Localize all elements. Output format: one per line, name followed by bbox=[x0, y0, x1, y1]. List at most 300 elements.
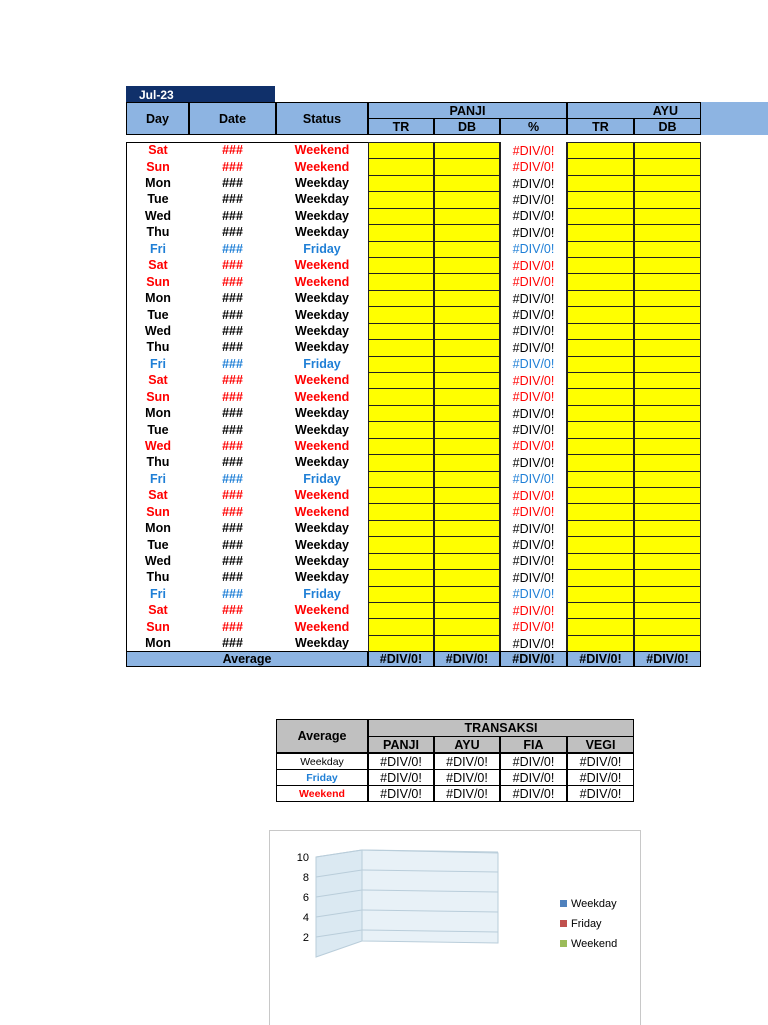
header-status: Status bbox=[276, 102, 368, 135]
row-status[interactable]: Weekend bbox=[294, 143, 350, 158]
row-status[interactable]: Weekday bbox=[295, 225, 349, 240]
summary-col-header: FIA bbox=[500, 736, 567, 753]
ayu-db-input[interactable] bbox=[634, 142, 701, 159]
panji-tr-input[interactable] bbox=[368, 356, 434, 373]
row-date[interactable]: ### bbox=[222, 241, 243, 256]
row-status[interactable]: Friday bbox=[303, 356, 341, 371]
row-date[interactable]: ### bbox=[222, 159, 243, 174]
ayu-db-input[interactable] bbox=[634, 438, 701, 455]
panji-tr-input[interactable] bbox=[368, 257, 434, 274]
panji-db-input[interactable] bbox=[434, 191, 500, 208]
ayu-db-input[interactable] bbox=[634, 158, 701, 175]
panji-db-input[interactable] bbox=[434, 586, 500, 603]
panji-pct-value[interactable]: #DIV/0! bbox=[500, 290, 567, 307]
panji-pct-value[interactable]: #DIV/0! bbox=[500, 372, 567, 389]
panji-tr-input[interactable] bbox=[368, 487, 434, 504]
ayu-tr-input[interactable] bbox=[567, 487, 634, 504]
row-status[interactable]: Friday bbox=[303, 586, 341, 601]
ayu-tr-input[interactable] bbox=[567, 175, 634, 192]
row-date[interactable]: ### bbox=[222, 603, 243, 618]
row-status[interactable]: Weekday bbox=[295, 455, 349, 470]
panji-db-input[interactable] bbox=[434, 158, 500, 175]
average-label: Average bbox=[126, 651, 368, 667]
ayu-tr-input[interactable] bbox=[567, 503, 634, 520]
ayu-db-input[interactable] bbox=[634, 487, 701, 504]
row-date[interactable]: ### bbox=[222, 340, 243, 355]
row-day[interactable]: Tue bbox=[126, 306, 189, 322]
row-day[interactable]: Thu bbox=[126, 454, 189, 470]
ayu-tr-input[interactable] bbox=[567, 273, 634, 290]
panji-tr-input[interactable] bbox=[368, 602, 434, 619]
panji-pct-value[interactable]: #DIV/0! bbox=[500, 586, 567, 603]
row-day[interactable]: Mon bbox=[126, 520, 189, 536]
panji-db-input[interactable] bbox=[434, 553, 500, 570]
panji-tr-input[interactable] bbox=[368, 175, 434, 192]
summary-corner-label: Average bbox=[276, 719, 368, 753]
ayu-db-input[interactable] bbox=[634, 290, 701, 307]
panji-pct-value[interactable]: #DIV/0! bbox=[500, 438, 567, 455]
ayu-db-input[interactable] bbox=[634, 224, 701, 241]
chart-area[interactable] bbox=[269, 830, 641, 1025]
row-day[interactable]: Sat bbox=[126, 602, 189, 618]
panji-tr-input[interactable] bbox=[368, 388, 434, 405]
ayu-tr-input[interactable] bbox=[567, 224, 634, 241]
panji-tr-input[interactable] bbox=[368, 290, 434, 307]
panji-tr-input[interactable] bbox=[368, 520, 434, 537]
row-day[interactable]: Wed bbox=[126, 553, 189, 569]
row-day[interactable]: Fri bbox=[126, 241, 189, 257]
summary-value: #DIV/0! bbox=[434, 785, 500, 802]
row-status[interactable]: Weekend bbox=[294, 603, 350, 618]
row-status[interactable]: Weekday bbox=[295, 307, 349, 322]
ayu-db-input[interactable] bbox=[634, 618, 701, 635]
panji-tr-input[interactable] bbox=[368, 241, 434, 258]
row-day[interactable]: Fri bbox=[126, 471, 189, 487]
panji-db-input[interactable] bbox=[434, 290, 500, 307]
ayu-tr-input[interactable] bbox=[567, 208, 634, 225]
row-day[interactable]: Tue bbox=[126, 536, 189, 552]
ayu-tr-input[interactable] bbox=[567, 421, 634, 438]
chart-legend-swatch bbox=[560, 900, 567, 907]
panji-pct-value[interactable]: #DIV/0! bbox=[500, 421, 567, 438]
row-day[interactable]: Mon bbox=[126, 175, 189, 191]
summary-value: #DIV/0! bbox=[500, 753, 567, 770]
ayu-db-input[interactable] bbox=[634, 520, 701, 537]
panji-db-input[interactable] bbox=[434, 273, 500, 290]
row-status[interactable]: Weekend bbox=[294, 438, 350, 453]
panji-db-input[interactable] bbox=[434, 224, 500, 241]
panji-pct-value[interactable]: #DIV/0! bbox=[500, 569, 567, 586]
ayu-tr-input[interactable] bbox=[567, 520, 634, 537]
row-day[interactable]: Thu bbox=[126, 339, 189, 355]
row-date[interactable]: ### bbox=[222, 636, 243, 651]
panji-tr-input[interactable] bbox=[368, 421, 434, 438]
panji-pct-value[interactable]: #DIV/0! bbox=[500, 454, 567, 471]
chart-legend-label: Weekday bbox=[571, 898, 617, 910]
row-date[interactable]: ### bbox=[222, 356, 243, 371]
header-day: Day bbox=[126, 102, 189, 135]
panji-tr-input[interactable] bbox=[368, 635, 434, 652]
panji-db-input[interactable] bbox=[434, 471, 500, 488]
row-date[interactable]: ### bbox=[222, 406, 243, 421]
average-value: #DIV/0! bbox=[500, 651, 567, 667]
row-day[interactable]: Sun bbox=[126, 273, 189, 289]
panji-db-input[interactable] bbox=[434, 503, 500, 520]
row-status[interactable]: Weekday bbox=[295, 176, 349, 191]
panji-pct-value[interactable]: #DIV/0! bbox=[500, 503, 567, 520]
panji-tr-input[interactable] bbox=[368, 454, 434, 471]
row-status[interactable]: Weekend bbox=[294, 619, 350, 634]
average-value: #DIV/0! bbox=[434, 651, 500, 667]
panji-pct-value[interactable]: #DIV/0! bbox=[500, 323, 567, 340]
panji-tr-input[interactable] bbox=[368, 224, 434, 241]
panji-tr-input[interactable] bbox=[368, 273, 434, 290]
ayu-db-input[interactable] bbox=[634, 471, 701, 488]
row-status[interactable]: Weekday bbox=[295, 192, 349, 207]
row-status[interactable]: Weekday bbox=[295, 553, 349, 568]
ayu-db-input[interactable] bbox=[634, 405, 701, 422]
row-day[interactable]: Wed bbox=[126, 323, 189, 339]
ayu-db-input[interactable] bbox=[634, 208, 701, 225]
panji-tr-input[interactable] bbox=[368, 405, 434, 422]
row-status[interactable]: Weekend bbox=[294, 389, 350, 404]
header-panji: PANJI bbox=[368, 102, 567, 119]
ayu-db-input[interactable] bbox=[634, 503, 701, 520]
summary-value: #DIV/0! bbox=[368, 753, 434, 770]
row-day[interactable]: Sun bbox=[126, 618, 189, 634]
panji-tr-input[interactable] bbox=[368, 323, 434, 340]
row-date[interactable]: ### bbox=[222, 455, 243, 470]
panji-pct-value[interactable]: #DIV/0! bbox=[500, 191, 567, 208]
row-date[interactable]: ### bbox=[222, 176, 243, 191]
summary-col-header: PANJI bbox=[368, 736, 434, 753]
panji-tr-input[interactable] bbox=[368, 208, 434, 225]
row-status[interactable]: Weekday bbox=[295, 340, 349, 355]
panji-db-input[interactable] bbox=[434, 405, 500, 422]
ayu-tr-input[interactable] bbox=[567, 241, 634, 258]
summary-group-label: TRANSAKSI bbox=[368, 719, 634, 737]
ayu-tr-input[interactable] bbox=[567, 602, 634, 619]
panji-pct-value[interactable]: #DIV/0! bbox=[500, 405, 567, 422]
row-day[interactable]: Tue bbox=[126, 191, 189, 207]
ayu-db-input[interactable] bbox=[634, 454, 701, 471]
ayu-db-input[interactable] bbox=[634, 306, 701, 323]
ayu-tr-input[interactable] bbox=[567, 290, 634, 307]
panji-db-input[interactable] bbox=[434, 536, 500, 553]
panji-db-input[interactable] bbox=[434, 569, 500, 586]
ayu-db-input[interactable] bbox=[634, 586, 701, 603]
panji-tr-input[interactable] bbox=[368, 553, 434, 570]
ayu-db-input[interactable] bbox=[634, 323, 701, 340]
panji-tr-input[interactable] bbox=[368, 339, 434, 356]
ayu-tr-input[interactable] bbox=[567, 158, 634, 175]
ayu-db-input[interactable] bbox=[634, 175, 701, 192]
row-status[interactable]: Friday bbox=[303, 241, 341, 256]
ayu-db-input[interactable] bbox=[634, 388, 701, 405]
panji-db-input[interactable] bbox=[434, 454, 500, 471]
row-status[interactable]: Weekday bbox=[295, 422, 349, 437]
summary-col-header: AYU bbox=[434, 736, 500, 753]
ayu-tr-input[interactable] bbox=[567, 553, 634, 570]
panji-tr-input[interactable] bbox=[368, 471, 434, 488]
panji-pct-value[interactable]: #DIV/0! bbox=[500, 142, 567, 159]
panji-pct-value[interactable]: #DIV/0! bbox=[500, 224, 567, 241]
panji-db-input[interactable] bbox=[434, 241, 500, 258]
row-status[interactable]: Weekday bbox=[295, 406, 349, 421]
ayu-db-input[interactable] bbox=[634, 569, 701, 586]
row-day[interactable]: Mon bbox=[126, 405, 189, 421]
chart-back-wall bbox=[362, 850, 498, 943]
row-day[interactable]: Mon bbox=[126, 635, 189, 651]
ayu-db-input[interactable] bbox=[634, 635, 701, 652]
panji-pct-value[interactable]: #DIV/0! bbox=[500, 602, 567, 619]
ayu-tr-input[interactable] bbox=[567, 586, 634, 603]
row-status[interactable]: Weekday bbox=[295, 537, 349, 552]
row-date[interactable]: ### bbox=[222, 438, 243, 453]
row-day[interactable]: Sun bbox=[126, 503, 189, 519]
row-status[interactable]: Weekday bbox=[295, 323, 349, 338]
summary-value: #DIV/0! bbox=[500, 769, 567, 786]
row-date[interactable]: ### bbox=[222, 208, 243, 223]
panji-pct-value[interactable]: #DIV/0! bbox=[500, 241, 567, 258]
row-status[interactable]: Weekend bbox=[294, 504, 350, 519]
panji-db-input[interactable] bbox=[434, 421, 500, 438]
row-date[interactable]: ### bbox=[222, 537, 243, 552]
row-date[interactable]: ### bbox=[222, 307, 243, 322]
row-date[interactable]: ### bbox=[222, 323, 243, 338]
ayu-tr-input[interactable] bbox=[567, 569, 634, 586]
ayu-tr-input[interactable] bbox=[567, 356, 634, 373]
row-status[interactable]: Weekday bbox=[295, 570, 349, 585]
panji-db-input[interactable] bbox=[434, 520, 500, 537]
row-day[interactable]: Fri bbox=[126, 356, 189, 372]
panji-pct-value[interactable]: #DIV/0! bbox=[500, 306, 567, 323]
row-day[interactable]: Sun bbox=[126, 158, 189, 174]
ayu-tr-input[interactable] bbox=[567, 438, 634, 455]
panji-db-input[interactable] bbox=[434, 388, 500, 405]
row-date[interactable]: ### bbox=[222, 488, 243, 503]
summary-row-label: Friday bbox=[276, 769, 368, 786]
ayu-db-input[interactable] bbox=[634, 339, 701, 356]
ayu-tr-input[interactable] bbox=[567, 142, 634, 159]
ayu-tr-input[interactable] bbox=[567, 388, 634, 405]
panji-tr-input[interactable] bbox=[368, 618, 434, 635]
header-panji-tr: TR bbox=[368, 118, 434, 135]
ayu-tr-input[interactable] bbox=[567, 454, 634, 471]
panji-pct-value[interactable]: #DIV/0! bbox=[500, 339, 567, 356]
row-date[interactable]: ### bbox=[222, 521, 243, 536]
summary-value: #DIV/0! bbox=[434, 769, 500, 786]
ayu-db-input[interactable] bbox=[634, 356, 701, 373]
row-day[interactable]: Tue bbox=[126, 421, 189, 437]
row-date[interactable]: ### bbox=[222, 143, 243, 158]
chart-ytick-label: 8 bbox=[302, 872, 309, 884]
panji-pct-value[interactable]: #DIV/0! bbox=[500, 618, 567, 635]
panji-tr-input[interactable] bbox=[368, 536, 434, 553]
panji-pct-value[interactable]: #DIV/0! bbox=[500, 388, 567, 405]
header-ayu: AYU bbox=[567, 102, 701, 119]
row-day[interactable]: Mon bbox=[126, 290, 189, 306]
average-value: #DIV/0! bbox=[567, 651, 634, 667]
ayu-db-input[interactable] bbox=[634, 241, 701, 258]
row-status[interactable]: Weekday bbox=[295, 636, 349, 651]
panji-db-input[interactable] bbox=[434, 323, 500, 340]
row-date[interactable]: ### bbox=[222, 471, 243, 486]
panji-tr-input[interactable] bbox=[368, 438, 434, 455]
chart-legend-swatch bbox=[560, 940, 567, 947]
row-date[interactable]: ### bbox=[222, 274, 243, 289]
ayu-tr-input[interactable] bbox=[567, 323, 634, 340]
row-status[interactable]: Weekend bbox=[294, 258, 350, 273]
panji-pct-value[interactable]: #DIV/0! bbox=[500, 273, 567, 290]
panji-tr-input[interactable] bbox=[368, 586, 434, 603]
panji-pct-value[interactable]: #DIV/0! bbox=[500, 536, 567, 553]
row-date[interactable]: ### bbox=[222, 192, 243, 207]
row-status[interactable]: Weekend bbox=[294, 373, 350, 388]
row-day[interactable]: Sat bbox=[126, 142, 189, 158]
panji-db-input[interactable] bbox=[434, 635, 500, 652]
row-date[interactable]: ### bbox=[222, 422, 243, 437]
header-overflow-cell bbox=[701, 102, 768, 135]
panji-tr-input[interactable] bbox=[368, 372, 434, 389]
panji-tr-input[interactable] bbox=[368, 503, 434, 520]
panji-db-input[interactable] bbox=[434, 257, 500, 274]
panji-pct-value[interactable]: #DIV/0! bbox=[500, 635, 567, 652]
row-date[interactable]: ### bbox=[222, 553, 243, 568]
panji-db-input[interactable] bbox=[434, 175, 500, 192]
row-status[interactable]: Weekday bbox=[295, 521, 349, 536]
row-status[interactable]: Weekend bbox=[294, 159, 350, 174]
row-status[interactable]: Friday bbox=[303, 471, 341, 486]
panji-pct-value[interactable]: #DIV/0! bbox=[500, 520, 567, 537]
header-ayu-db: DB bbox=[634, 118, 701, 135]
ayu-db-input[interactable] bbox=[634, 372, 701, 389]
panji-pct-value[interactable]: #DIV/0! bbox=[500, 487, 567, 504]
ayu-tr-input[interactable] bbox=[567, 405, 634, 422]
row-day[interactable]: Sat bbox=[126, 372, 189, 388]
panji-db-input[interactable] bbox=[434, 339, 500, 356]
panji-pct-value[interactable]: #DIV/0! bbox=[500, 471, 567, 488]
panji-db-input[interactable] bbox=[434, 372, 500, 389]
ayu-tr-input[interactable] bbox=[567, 536, 634, 553]
panji-db-input[interactable] bbox=[434, 208, 500, 225]
ayu-db-input[interactable] bbox=[634, 602, 701, 619]
ayu-tr-input[interactable] bbox=[567, 306, 634, 323]
row-date[interactable]: ### bbox=[222, 389, 243, 404]
panji-pct-value[interactable]: #DIV/0! bbox=[500, 158, 567, 175]
panji-db-input[interactable] bbox=[434, 618, 500, 635]
summary-col-header: VEGI bbox=[567, 736, 634, 753]
row-day[interactable]: Fri bbox=[126, 586, 189, 602]
ayu-db-input[interactable] bbox=[634, 273, 701, 290]
row-date[interactable]: ### bbox=[222, 373, 243, 388]
summary-row-label: Weekday bbox=[276, 753, 368, 770]
ayu-db-input[interactable] bbox=[634, 191, 701, 208]
chart-ytick-label: 4 bbox=[302, 912, 309, 924]
row-date[interactable]: ### bbox=[222, 225, 243, 240]
row-day[interactable]: Thu bbox=[126, 569, 189, 585]
header-date: Date bbox=[189, 102, 276, 135]
chart-legend-label: Weekend bbox=[571, 938, 618, 950]
ayu-tr-input[interactable] bbox=[567, 618, 634, 635]
header-panji-pct: % bbox=[500, 118, 567, 135]
row-date[interactable]: ### bbox=[222, 570, 243, 585]
chart-legend-swatch bbox=[560, 920, 567, 927]
summary-value: #DIV/0! bbox=[368, 769, 434, 786]
panji-db-input[interactable] bbox=[434, 487, 500, 504]
month-label-text: Jul-23 bbox=[139, 87, 174, 102]
panji-db-input[interactable] bbox=[434, 438, 500, 455]
ayu-tr-input[interactable] bbox=[567, 471, 634, 488]
panji-db-input[interactable] bbox=[434, 356, 500, 373]
panji-db-input[interactable] bbox=[434, 142, 500, 159]
chart-svg bbox=[270, 831, 640, 1025]
ayu-db-input[interactable] bbox=[634, 536, 701, 553]
row-day[interactable]: Wed bbox=[126, 438, 189, 454]
average-value: #DIV/0! bbox=[634, 651, 701, 667]
row-status[interactable]: Weekday bbox=[295, 291, 349, 306]
row-day[interactable]: Wed bbox=[126, 208, 189, 224]
chart-ytick-label: 2 bbox=[302, 932, 309, 944]
summary-value: #DIV/0! bbox=[567, 769, 634, 786]
panji-tr-input[interactable] bbox=[368, 158, 434, 175]
summary-row-label: Weekend bbox=[276, 785, 368, 802]
row-day[interactable]: Sun bbox=[126, 388, 189, 404]
row-date[interactable]: ### bbox=[222, 504, 243, 519]
row-date[interactable]: ### bbox=[222, 619, 243, 634]
panji-db-input[interactable] bbox=[434, 306, 500, 323]
header-panji-db: DB bbox=[434, 118, 500, 135]
row-day[interactable]: Sat bbox=[126, 257, 189, 273]
panji-tr-input[interactable] bbox=[368, 306, 434, 323]
row-date[interactable]: ### bbox=[222, 258, 243, 273]
row-date[interactable]: ### bbox=[222, 291, 243, 306]
row-day[interactable]: Thu bbox=[126, 224, 189, 240]
ayu-db-input[interactable] bbox=[634, 257, 701, 274]
ayu-tr-input[interactable] bbox=[567, 191, 634, 208]
chart-legend-label: Friday bbox=[571, 918, 602, 930]
row-status[interactable]: Weekend bbox=[294, 488, 350, 503]
ayu-tr-input[interactable] bbox=[567, 635, 634, 652]
panji-pct-value[interactable]: #DIV/0! bbox=[500, 175, 567, 192]
panji-tr-input[interactable] bbox=[368, 142, 434, 159]
panji-db-input[interactable] bbox=[434, 602, 500, 619]
row-status[interactable]: Weekday bbox=[295, 208, 349, 223]
ayu-db-input[interactable] bbox=[634, 553, 701, 570]
average-value: #DIV/0! bbox=[368, 651, 434, 667]
ayu-db-input[interactable] bbox=[634, 421, 701, 438]
month-label[interactable] bbox=[126, 86, 275, 103]
panji-pct-value[interactable]: #DIV/0! bbox=[500, 356, 567, 373]
row-date[interactable]: ### bbox=[222, 586, 243, 601]
panji-tr-input[interactable] bbox=[368, 569, 434, 586]
chart-side-wall bbox=[316, 850, 362, 957]
ayu-tr-input[interactable] bbox=[567, 339, 634, 356]
chart-ytick-label: 6 bbox=[302, 892, 309, 904]
chart-ytick-label: 10 bbox=[296, 852, 309, 864]
row-day[interactable]: Sat bbox=[126, 487, 189, 503]
row-status[interactable]: Weekend bbox=[294, 274, 350, 289]
header-ayu-tr: TR bbox=[567, 118, 634, 135]
summary-value: #DIV/0! bbox=[567, 753, 634, 770]
ayu-tr-input[interactable] bbox=[567, 257, 634, 274]
panji-tr-input[interactable] bbox=[368, 191, 434, 208]
summary-value: #DIV/0! bbox=[434, 753, 500, 770]
panji-pct-value[interactable]: #DIV/0! bbox=[500, 553, 567, 570]
ayu-tr-input[interactable] bbox=[567, 372, 634, 389]
panji-pct-value[interactable]: #DIV/0! bbox=[500, 208, 567, 225]
panji-pct-value[interactable]: #DIV/0! bbox=[500, 257, 567, 274]
